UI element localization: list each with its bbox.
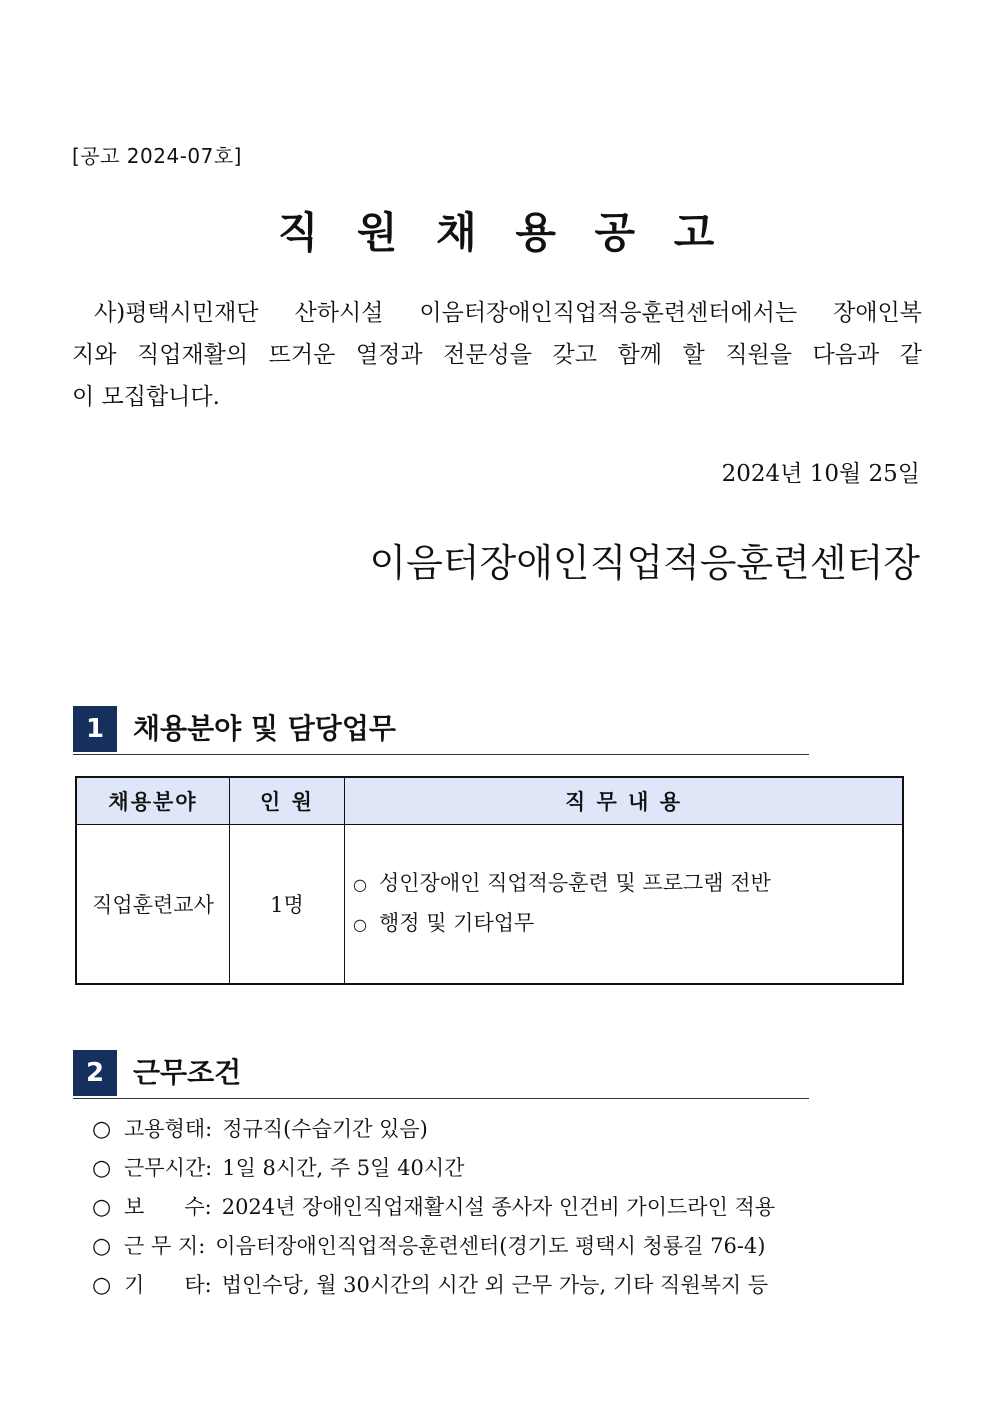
title-char: 용: [515, 208, 556, 257]
condition-value: 2024년 장애인직업재활시설 종사자 인건비 가이드라인 적용: [221, 1195, 776, 1219]
section-title: 근무조건: [133, 1056, 242, 1089]
table-header-row: [76, 777, 903, 825]
column-header: 채용분야: [76, 777, 230, 825]
colon: :: [198, 1234, 206, 1258]
list-item: [92, 1110, 775, 1149]
condition-label: 고용형태: [124, 1117, 206, 1141]
intro-line: 이 모집합니다.: [72, 384, 220, 410]
circle-bullet-icon: ○: [92, 1195, 112, 1220]
duty-text: 성인장애인 직업적응훈련 및 프로그램 전반: [378, 871, 771, 895]
column-header: 인 원: [230, 777, 345, 825]
circle-bullet-icon: ○: [353, 875, 367, 894]
notice-number: [공고 2024-07호]: [72, 144, 242, 168]
section-2-header: [73, 1050, 809, 1099]
intro-line: 지와 직업재활의 뜨거운 열정과 전문성을 갖고 함께 할 직원을 다음과 같: [72, 342, 922, 368]
condition-label: 보 수: [124, 1195, 205, 1219]
circle-bullet-icon: ○: [92, 1234, 112, 1259]
circle-bullet-icon: ○: [92, 1156, 112, 1181]
circle-bullet-icon: ○: [353, 915, 367, 934]
title-char: 직: [277, 208, 319, 257]
section-1-header: [73, 706, 809, 755]
issuer-signature: 이음터장애인직업적응훈련센터장: [369, 541, 920, 585]
table-row: [76, 825, 903, 985]
circle-bullet-icon: ○: [92, 1273, 112, 1298]
conditions-list: [92, 1110, 775, 1305]
column-header: 직 무 내 용: [345, 777, 904, 825]
duties-cell: [345, 825, 904, 985]
colon: :: [204, 1195, 212, 1219]
page-title: [0, 200, 992, 260]
title-char: 채: [436, 208, 477, 257]
condition-value: 정규직(수습기간 있음): [222, 1117, 428, 1141]
condition-label: 근무시간: [124, 1156, 206, 1180]
condition-label: 기 타: [124, 1273, 205, 1297]
section-number-badge: 1: [73, 706, 117, 752]
list-item: [92, 1149, 775, 1188]
list-item: [92, 1227, 775, 1266]
condition-value: 이음터장애인직업적응훈련센터(경기도 평택시 청룡길 76-4): [215, 1234, 766, 1258]
intro-line: 사)평택시민재단 산하시설 이음터장애인직업적응훈련센터에서는 장애인복: [94, 300, 922, 326]
job-table: [75, 776, 904, 985]
circle-bullet-icon: ○: [92, 1117, 112, 1142]
title-char: 원: [356, 208, 398, 257]
colon: :: [205, 1117, 213, 1141]
list-item: [92, 1266, 775, 1305]
duty-item: [353, 904, 901, 944]
duty-item: [353, 864, 901, 904]
condition-label: 근 무 지: [124, 1234, 199, 1258]
notice-date: 2024년 10월 25일: [721, 461, 920, 487]
colon: :: [205, 1156, 213, 1180]
headcount-cell: 1명: [230, 825, 345, 985]
title-char: 고: [673, 208, 715, 257]
title-char: 공: [594, 208, 636, 257]
colon: :: [204, 1273, 212, 1297]
condition-value: 1일 8시간, 주 5일 40시간: [222, 1156, 465, 1180]
section-number-badge: 2: [73, 1050, 117, 1096]
intro-paragraph: [72, 292, 922, 418]
condition-value: 법인수당, 월 30시간의 시간 외 근무 가능, 기타 직원복지 등: [221, 1273, 769, 1297]
list-item: [92, 1188, 775, 1227]
duty-text: 행정 및 기타업무: [378, 911, 535, 935]
job-field-cell: 직업훈련교사: [76, 825, 230, 985]
section-title: 채용분야 및 담당업무: [133, 712, 396, 745]
